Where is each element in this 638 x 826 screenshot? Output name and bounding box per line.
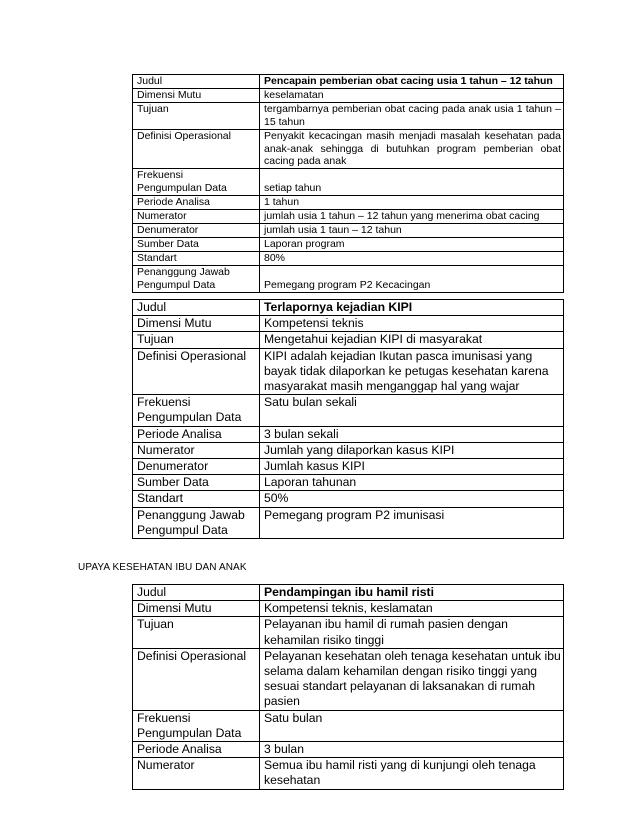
row-value: jumlah usia 1 tahun – 12 tahun yang menerima obat cacing (260, 210, 564, 224)
row-value: Pelayanan ibu hamil di rumah pasien dengan kehamilan risiko tinggi (260, 617, 564, 648)
label-line: Pengumpulan Data (137, 410, 242, 425)
table-row (133, 316, 564, 332)
table-row (133, 265, 564, 292)
row-label (133, 507, 260, 538)
table-row (133, 300, 564, 316)
table-row (133, 196, 564, 210)
row-label: Tujuan (133, 102, 260, 129)
table-row (133, 223, 564, 237)
table-row (133, 475, 564, 491)
label-line: Pengumpul Data (137, 278, 216, 291)
table-row (133, 75, 564, 89)
row-value: Laporan tahunan (260, 475, 564, 491)
table-row (133, 332, 564, 348)
row-value: Mengetahui kejadian KIPI di masyarakat (260, 332, 564, 348)
table-row (133, 426, 564, 442)
value-text: setiap tahun (264, 182, 322, 195)
row-value: 1 tahun (260, 196, 564, 210)
table-row (133, 210, 564, 224)
row-value: Satu bulan sekali (260, 395, 564, 426)
row-label: Periode Analisa (133, 196, 260, 210)
row-value: 50% (260, 491, 564, 507)
row-label: Definisi Operasional (133, 648, 260, 710)
table-row (133, 88, 564, 102)
row-value: Pemegang program P2 imunisasi (260, 507, 564, 538)
row-label: Definisi Operasional (133, 348, 260, 395)
row-label: Tujuan (133, 332, 260, 348)
row-value: KIPI adalah kejadian Ikutan pasca imunisasi yang bayak tidak dilaporkan ke petugas kesehatan karena masyarakat masih menganggap hal yang wajar (260, 348, 564, 395)
row-value (260, 265, 564, 292)
row-label: Judul (133, 75, 260, 89)
row-label: Sumber Data (133, 237, 260, 251)
table-row (133, 617, 564, 648)
row-value: jumlah usia 1 taun – 12 tahun (260, 223, 564, 237)
table-row (133, 758, 564, 789)
row-value: Laporan program (260, 237, 564, 251)
row-value: Kompetensi teknis, keslamatan (260, 601, 564, 617)
row-value (260, 169, 564, 196)
table-row (133, 251, 564, 265)
row-label: Judul (133, 300, 260, 316)
table-row (133, 237, 564, 251)
table-row (133, 442, 564, 458)
row-label: Numerator (133, 758, 260, 789)
row-value: Satu bulan (260, 710, 564, 741)
table-row (133, 459, 564, 475)
row-value: Terlapornya kejadian KIPI (260, 300, 564, 316)
table-row (133, 648, 564, 710)
table-row (133, 710, 564, 741)
row-value: Pendampingan ibu hamil risti (260, 585, 564, 601)
table-row (133, 348, 564, 395)
indicator-table-risti (132, 584, 564, 790)
indicator-table-kipi (132, 299, 564, 539)
row-label (133, 169, 260, 196)
label-line: Penanggung Jawab (137, 507, 245, 522)
label-line: Frekuensi (137, 710, 191, 725)
row-label: Sumber Data (133, 475, 260, 491)
table-row (133, 491, 564, 507)
row-label: Dimensi Mutu (133, 88, 260, 102)
row-label: Tujuan (133, 617, 260, 648)
row-label (133, 265, 260, 292)
row-label: Standart (133, 491, 260, 507)
label-line: Pengumpulan Data (137, 725, 242, 740)
row-value: Pelayanan kesehatan oleh tenaga kesehatan untuk ibu selama dalam kehamilan dengan risiko tinggi yang sesuai standart pelayanan di laksanakan di rumah pasien (260, 648, 564, 710)
row-value: Jumlah yang dilaporkan kasus KIPI (260, 442, 564, 458)
row-label (133, 395, 260, 426)
table-row (133, 129, 564, 169)
row-label: Denumerator (133, 223, 260, 237)
row-value: Semua ibu hamil risti yang di kunjungi oleh tenaga kesehatan (260, 758, 564, 789)
row-value: keselamatan (260, 88, 564, 102)
table-row (133, 102, 564, 129)
section-heading: UPAYA KESEHATAN IBU DAN ANAK (78, 562, 247, 573)
row-label: Definisi Operasional (133, 129, 260, 169)
row-value: Jumlah kasus KIPI (260, 459, 564, 475)
value-text: Pemegang program P2 Kecacingan (264, 278, 431, 291)
row-value: tergambarnya pemberian obat cacing pada anak usia 1 tahun – 15 tahun (260, 102, 564, 129)
indicator-table-deworming (132, 74, 564, 293)
table-row (133, 585, 564, 601)
row-label: Denumerator (133, 459, 260, 475)
row-label: Dimensi Mutu (133, 316, 260, 332)
label-line: Frekuensi (137, 169, 184, 182)
table-row (133, 507, 564, 538)
row-label: Dimensi Mutu (133, 601, 260, 617)
row-label: Periode Analisa (133, 426, 260, 442)
row-label: Judul (133, 585, 260, 601)
row-label (133, 710, 260, 741)
row-label: Standart (133, 251, 260, 265)
table-row (133, 742, 564, 758)
label-line: Pengumpulan Data (137, 182, 227, 195)
row-value: 3 bulan sekali (260, 426, 564, 442)
table-row (133, 169, 564, 196)
label-line: Pengumpul Data (137, 522, 228, 537)
row-label: Periode Analisa (133, 742, 260, 758)
row-value: Kompetensi teknis (260, 316, 564, 332)
row-label: Numerator (133, 442, 260, 458)
row-value: 3 bulan (260, 742, 564, 758)
label-line: Penanggung Jawab (137, 265, 230, 278)
row-value: Penyakit kecacingan masih menjadi masalah kesehatan pada anak-anak sehingga di butuhkan program pemberian obat cacing pada anak (260, 129, 564, 169)
label-line: Frekuensi (137, 395, 191, 410)
table-row (133, 395, 564, 426)
table-row (133, 601, 564, 617)
row-value: 80% (260, 251, 564, 265)
row-value: Pencapain pemberian obat cacing usia 1 tahun – 12 tahun (260, 75, 564, 89)
row-label: Numerator (133, 210, 260, 224)
